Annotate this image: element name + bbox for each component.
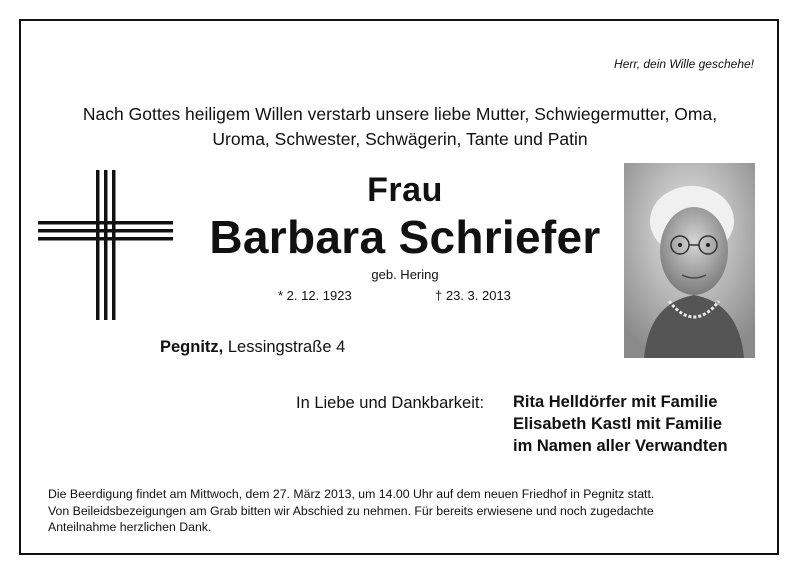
cross-icon	[38, 170, 173, 320]
address	[160, 338, 345, 357]
deceased-name: Barbara Schriefer	[209, 211, 601, 263]
mourner-3: im Namen aller Verwandten	[513, 437, 728, 455]
mourner-2: Elisabeth Kastl mit Familie	[513, 415, 723, 433]
birth-date: * 2. 12. 1923	[278, 288, 352, 303]
address-city: Pegnitz,	[160, 338, 224, 356]
footer-line-3: Anteilnahme herzlichen Dank.	[48, 520, 212, 534]
mourner-1: Rita Helldörfer mit Familie	[513, 393, 718, 411]
funeral-info	[48, 486, 654, 536]
address-street: Lessingstraße 4	[227, 338, 346, 356]
death-date: † 23. 3. 2013	[435, 288, 511, 303]
intro-line-1: Nach Gottes heiligem Willen verstarb unsere liebe Mutter, Schwiegermutter, Oma,	[82, 104, 718, 124]
intro-text	[40, 102, 760, 152]
motto: Herr, dein Wille geschehe!	[614, 57, 754, 71]
intro-line-2: Uroma, Schwester, Schwägerin, Tante und Patin	[212, 129, 588, 149]
maiden-name: geb. Hering	[371, 267, 439, 282]
mourners-list	[513, 391, 728, 457]
mourners-label: In Liebe und Dankbarkeit:	[296, 394, 485, 412]
deceased-title: Frau	[367, 171, 443, 209]
footer-line-2: Von Beileidsbezeigungen am Grab bitten wir Abschied zu nehmen. Für bereits erwiesene und noch zugedachte	[48, 503, 654, 518]
footer-line-1: Die Beerdigung findet am Mittwoch, dem 27. März 2013, um 14.00 Uhr auf dem neuen Friedhof in Pegnitz statt.	[48, 487, 655, 501]
portrait-photo	[624, 163, 755, 358]
